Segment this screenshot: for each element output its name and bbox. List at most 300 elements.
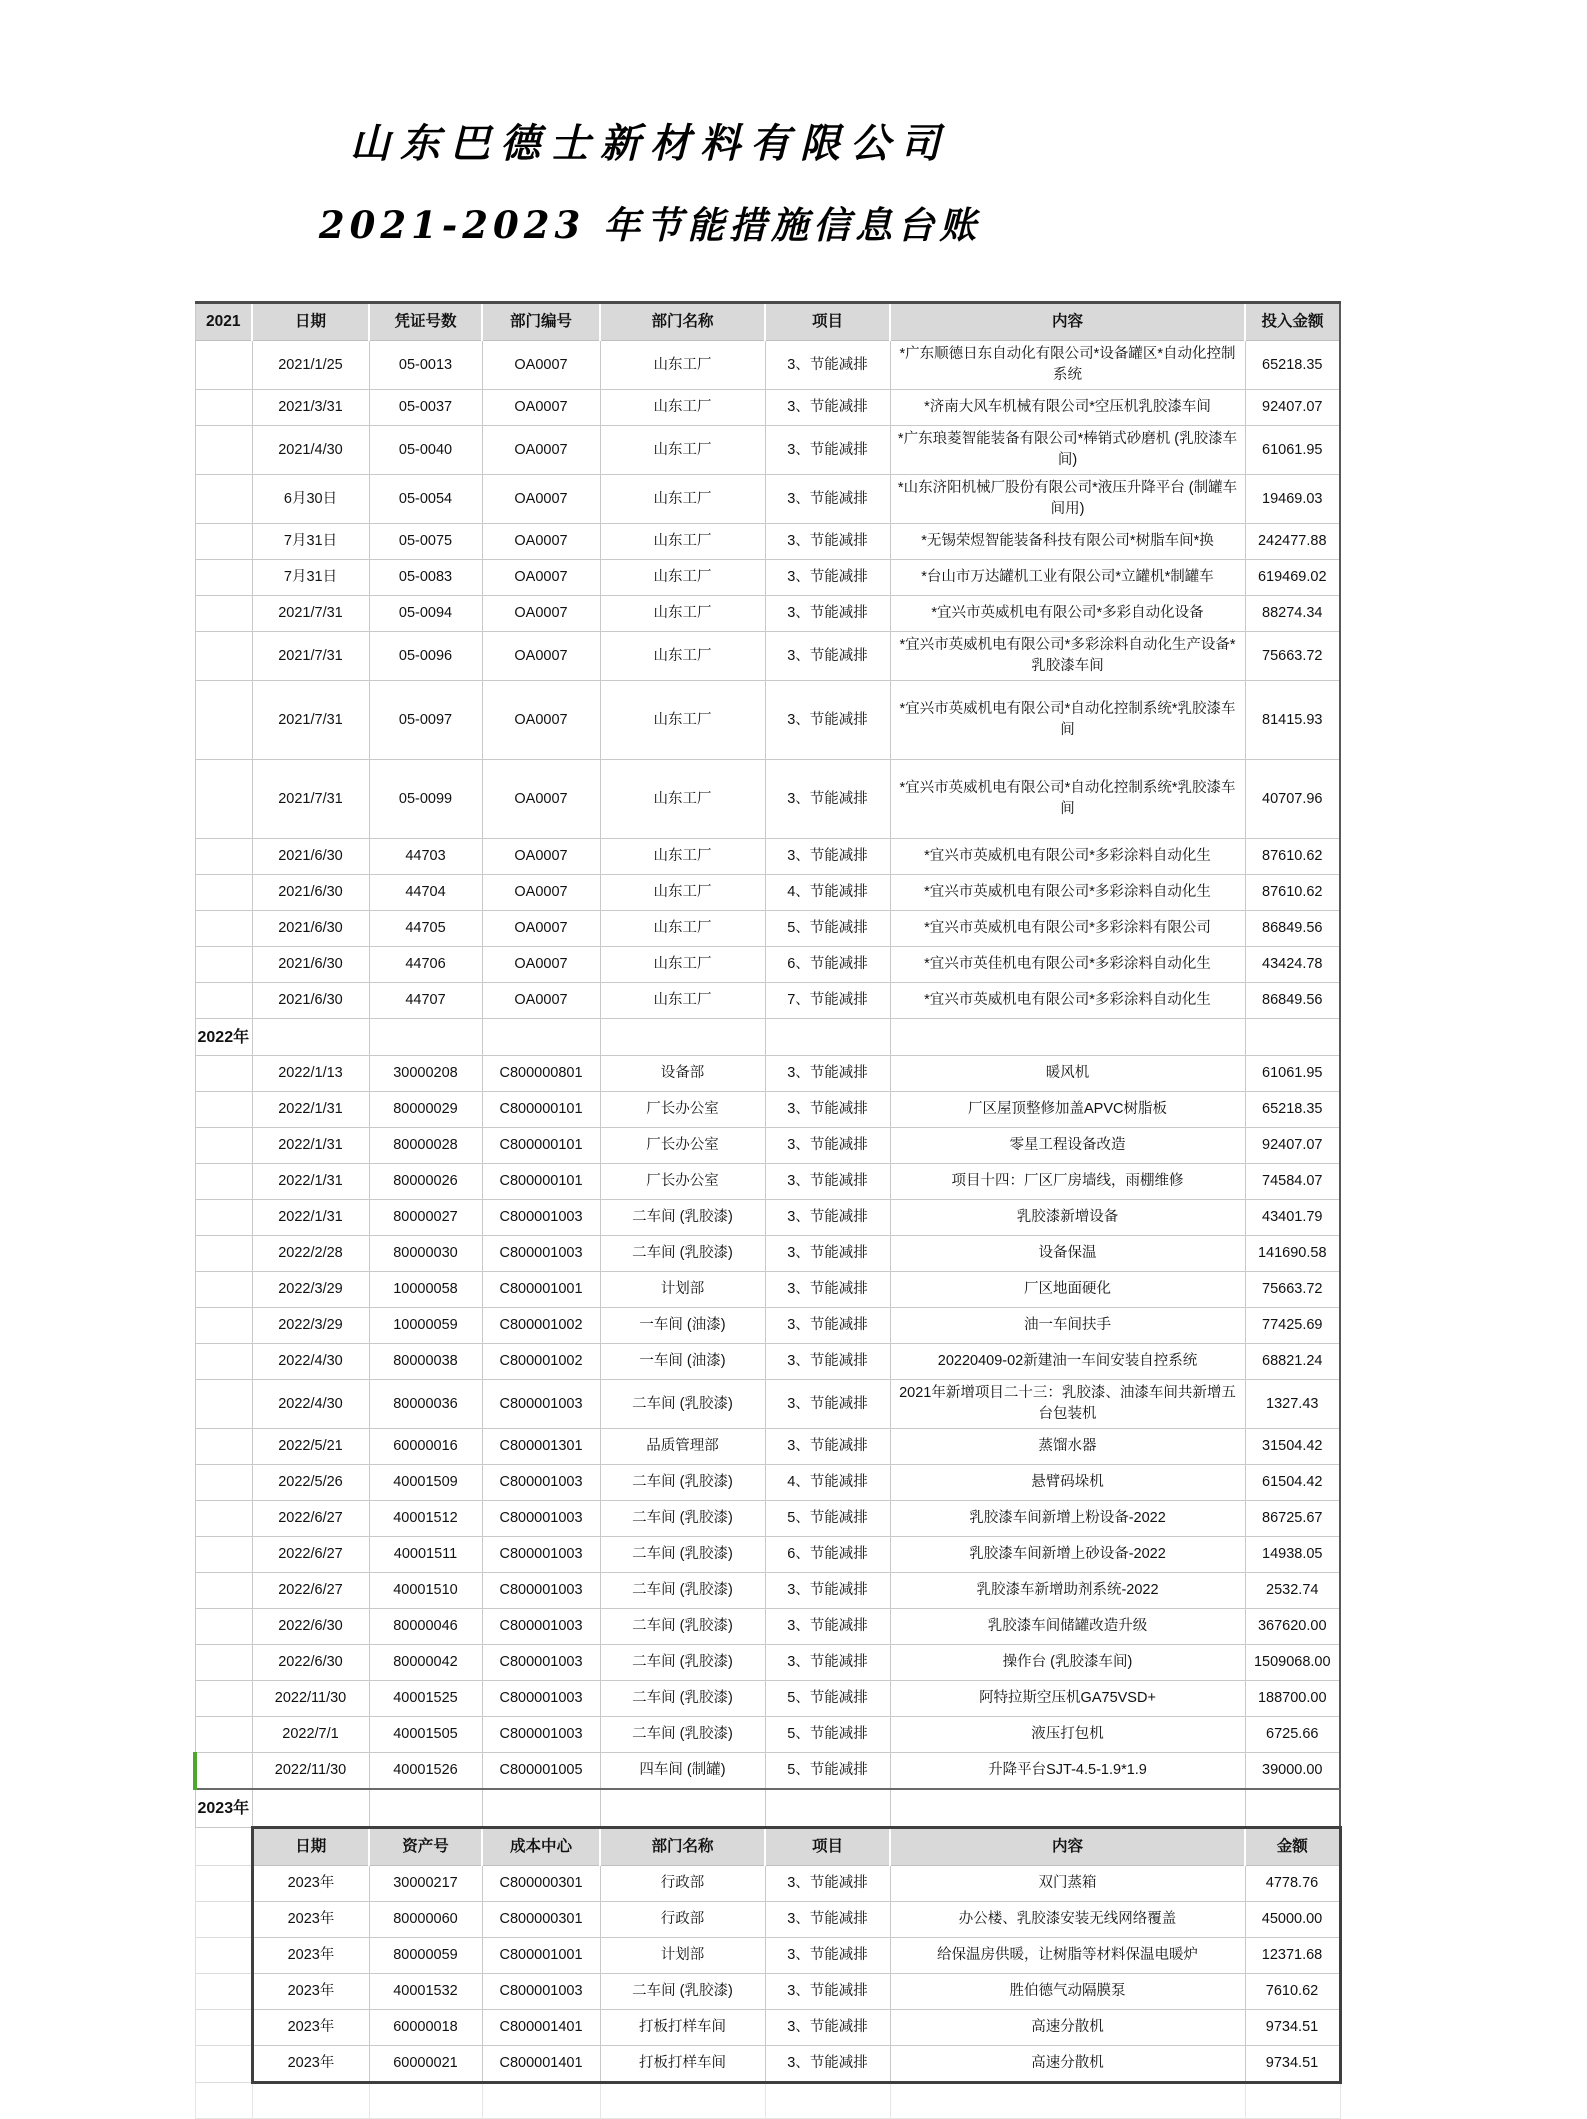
content-cell: *广东琅菱智能装备有限公司*棒销式砂磨机 (乳胶漆车间) [890, 426, 1245, 475]
year-cell [195, 1465, 252, 1501]
column-header-2: 部门编号 [482, 303, 600, 341]
table-row [195, 760, 1340, 839]
content-cell: 零星工程设备改造 [890, 1128, 1245, 1164]
table-row [195, 947, 1340, 983]
year-cell [195, 632, 252, 681]
dept-name-cell: 二车间 (乳胶漆) [600, 1380, 765, 1429]
voucher-cell: 44707 [369, 983, 482, 1019]
ghost-cell [600, 2083, 765, 2119]
column-header-2023-1: 资产号 [369, 1828, 482, 1866]
dept-name-cell: 山东工厂 [600, 760, 765, 839]
dept-code-cell: OA0007 [482, 839, 600, 875]
voucher-cell: 10000058 [369, 1272, 482, 1308]
dept-code-cell: OA0007 [482, 911, 600, 947]
project-cell: 3、节能减排 [765, 1236, 890, 1272]
voucher-cell: 44704 [369, 875, 482, 911]
year-cell [195, 1753, 252, 1790]
empty-cell [252, 1789, 369, 1828]
voucher-cell: 40001511 [369, 1537, 482, 1573]
amount-cell: 141690.58 [1245, 1236, 1340, 1272]
dept-name-cell: 山东工厂 [600, 560, 765, 596]
dept-name-cell: 山东工厂 [600, 596, 765, 632]
date-cell: 2021/6/30 [252, 875, 369, 911]
amount-cell: 75663.72 [1245, 1272, 1340, 1308]
date-cell: 2022/11/30 [252, 1681, 369, 1717]
year-cell [195, 2010, 252, 2046]
table-row [195, 596, 1340, 632]
content-cell: 乳胶漆车新增助剂系统-2022 [890, 1573, 1245, 1609]
dept-name-cell: 打板打样车间 [600, 2046, 765, 2083]
project-cell: 5、节能减排 [765, 1753, 890, 1790]
year-cell [195, 1681, 252, 1717]
column-header-2023-6: 金额 [1245, 1828, 1340, 1866]
table-row [195, 1465, 1340, 1501]
content-cell: *宜兴市英威机电有限公司*多彩涂料自动化生 [890, 839, 1245, 875]
voucher-cell: 05-0037 [369, 390, 482, 426]
project-cell: 5、节能减排 [765, 1717, 890, 1753]
voucher-cell: 60000021 [369, 2046, 482, 2083]
column-header-2023-3: 部门名称 [600, 1828, 765, 1866]
dept-code-cell: C800001401 [482, 2046, 600, 2083]
table-row [195, 1753, 1340, 1790]
dept-code-cell: C800001002 [482, 1308, 600, 1344]
dept-name-cell: 二车间 (乳胶漆) [600, 1717, 765, 1753]
date-cell: 2022/6/27 [252, 1501, 369, 1537]
amount-cell: 9734.51 [1245, 2010, 1340, 2046]
ghost-cell [890, 2083, 1245, 2119]
content-cell: 厂区地面硬化 [890, 1272, 1245, 1308]
date-cell: 2022/1/13 [252, 1056, 369, 1092]
year-cell [195, 760, 252, 839]
table-row [195, 1866, 1340, 1902]
table-row [195, 341, 1340, 390]
dept-code-cell: C800001401 [482, 2010, 600, 2046]
table-row [195, 1429, 1340, 1465]
voucher-cell: 44705 [369, 911, 482, 947]
voucher-cell: 05-0075 [369, 524, 482, 560]
content-cell: 20220409-02新建油一车间安装自控系统 [890, 1344, 1245, 1380]
year-cell [195, 1128, 252, 1164]
year-cell [195, 1609, 252, 1645]
voucher-cell: 60000018 [369, 2010, 482, 2046]
dept-code-cell: C800001301 [482, 1429, 600, 1465]
project-cell: 5、节能减排 [765, 1681, 890, 1717]
content-cell: 乳胶漆车间新增上粉设备-2022 [890, 1501, 1245, 1537]
voucher-cell: 44706 [369, 947, 482, 983]
dept-code-cell: C800001003 [482, 1200, 600, 1236]
dept-code-cell: C800000301 [482, 1902, 600, 1938]
voucher-cell: 80000030 [369, 1236, 482, 1272]
dept-name-cell: 二车间 (乳胶漆) [600, 1465, 765, 1501]
date-cell: 2021/7/31 [252, 596, 369, 632]
amount-cell: 87610.62 [1245, 875, 1340, 911]
dept-name-cell: 山东工厂 [600, 839, 765, 875]
year-label-row-2022 [195, 1019, 1340, 1056]
year-cell [195, 1344, 252, 1380]
project-cell: 3、节能减排 [765, 524, 890, 560]
content-cell: *宜兴市英威机电有限公司*多彩涂料自动化生 [890, 875, 1245, 911]
date-cell: 2021/4/30 [252, 426, 369, 475]
project-cell: 3、节能减排 [765, 1609, 890, 1645]
company-title: 山东巴德士新材料有限公司 [350, 120, 950, 167]
date-cell: 2021/6/30 [252, 947, 369, 983]
amount-cell: 86849.56 [1245, 983, 1340, 1019]
ghost-cell [1245, 2083, 1340, 2119]
year-cell [195, 2046, 252, 2083]
project-cell: 3、节能减排 [765, 2010, 890, 2046]
dept-code-cell: OA0007 [482, 875, 600, 911]
year-cell [195, 390, 252, 426]
year-label-2023: 2023年 [195, 1789, 252, 1828]
content-cell: *宜兴市英威机电有限公司*多彩涂料自动化生产设备*乳胶漆车间 [890, 632, 1245, 681]
dept-code-cell: OA0007 [482, 947, 600, 983]
voucher-cell: 40001526 [369, 1753, 482, 1790]
dept-name-cell: 计划部 [600, 1272, 765, 1308]
content-cell: 厂区屋顶整修加盖APVC树脂板 [890, 1092, 1245, 1128]
content-cell: *宜兴市英威机电有限公司*多彩涂料有限公司 [890, 911, 1245, 947]
dept-name-cell: 一车间 (油漆) [600, 1344, 765, 1380]
table-row [195, 1200, 1340, 1236]
amount-cell: 39000.00 [1245, 1753, 1340, 1790]
project-cell: 3、节能减排 [765, 632, 890, 681]
year-cell [195, 911, 252, 947]
dept-name-cell: 行政部 [600, 1902, 765, 1938]
date-cell: 2023年 [252, 1974, 369, 2010]
content-cell: *济南大风车机械有限公司*空压机乳胶漆车间 [890, 390, 1245, 426]
ghost-cell [482, 2083, 600, 2119]
voucher-cell: 80000059 [369, 1938, 482, 1974]
table-row [195, 1344, 1340, 1380]
project-cell: 3、节能减排 [765, 1380, 890, 1429]
voucher-cell: 40001532 [369, 1974, 482, 2010]
amount-cell: 74584.07 [1245, 1164, 1340, 1200]
date-cell: 2022/1/31 [252, 1200, 369, 1236]
empty-cell [890, 1019, 1245, 1056]
year-cell [195, 1501, 252, 1537]
content-cell: 高速分散机 [890, 2046, 1245, 2083]
column-header-5: 内容 [890, 303, 1245, 341]
dept-code-cell: OA0007 [482, 341, 600, 390]
dept-name-cell: 设备部 [600, 1056, 765, 1092]
empty-cell [1245, 1019, 1340, 1056]
project-cell: 3、节能减排 [765, 596, 890, 632]
year-cell [195, 1974, 252, 2010]
voucher-cell: 80000026 [369, 1164, 482, 1200]
year-cell [195, 1200, 252, 1236]
date-cell: 2022/4/30 [252, 1380, 369, 1429]
amount-cell: 619469.02 [1245, 560, 1340, 596]
content-cell: 项目十四：厂区厂房墙线，雨棚维修 [890, 1164, 1245, 1200]
content-cell: *宜兴市英威机电有限公司*多彩自动化设备 [890, 596, 1245, 632]
dept-name-cell: 山东工厂 [600, 632, 765, 681]
year-cell [195, 1938, 252, 1974]
date-cell: 2023年 [252, 1938, 369, 1974]
dept-name-cell: 二车间 (乳胶漆) [600, 1645, 765, 1681]
content-cell: 升降平台SJT-4.5-1.9*1.9 [890, 1753, 1245, 1790]
empty-cell [482, 1019, 600, 1056]
amount-cell: 40707.96 [1245, 760, 1340, 839]
dept-code-cell: C800001003 [482, 1380, 600, 1429]
voucher-cell: 40001505 [369, 1717, 482, 1753]
project-cell: 3、节能减排 [765, 1573, 890, 1609]
amount-cell: 12371.68 [1245, 1938, 1340, 1974]
dept-code-cell: C800000101 [482, 1128, 600, 1164]
content-cell: 办公楼、乳胶漆安装无线网络覆盖 [890, 1902, 1245, 1938]
amount-cell: 1327.43 [1245, 1380, 1340, 1429]
year-cell [195, 1056, 252, 1092]
column-header-0: 日期 [252, 303, 369, 341]
empty-cell [482, 1789, 600, 1828]
ghost-cell [252, 2083, 369, 2119]
dept-name-cell: 山东工厂 [600, 341, 765, 390]
date-cell: 2021/6/30 [252, 911, 369, 947]
table-row [195, 1272, 1340, 1308]
date-cell: 2021/6/30 [252, 839, 369, 875]
column-header-2023-5: 内容 [890, 1828, 1245, 1866]
voucher-cell: 30000208 [369, 1056, 482, 1092]
content-cell: 乳胶漆车间储罐改造升级 [890, 1609, 1245, 1645]
voucher-cell: 80000027 [369, 1200, 482, 1236]
content-cell: *山东济阳机械厂股份有限公司*液压升降平台 (制罐车间用) [890, 475, 1245, 524]
date-cell: 2022/5/26 [252, 1465, 369, 1501]
voucher-cell: 10000059 [369, 1308, 482, 1344]
year-header-cell: 2021 [195, 303, 252, 341]
content-cell: 2021年新增项目二十三：乳胶漆、油漆车间共新增五台包装机 [890, 1380, 1245, 1429]
dept-code-cell: OA0007 [482, 524, 600, 560]
amount-cell: 87610.62 [1245, 839, 1340, 875]
date-cell: 7月31日 [252, 524, 369, 560]
table-row [195, 1681, 1340, 1717]
amount-cell: 242477.88 [1245, 524, 1340, 560]
empty-cell [1245, 1789, 1340, 1828]
content-cell: 乳胶漆车间新增上砂设备-2022 [890, 1537, 1245, 1573]
year-cell [195, 475, 252, 524]
amount-cell: 65218.35 [1245, 1092, 1340, 1128]
dept-code-cell: OA0007 [482, 596, 600, 632]
amount-cell: 61061.95 [1245, 1056, 1340, 1092]
voucher-cell: 80000038 [369, 1344, 482, 1380]
amount-cell: 1509068.00 [1245, 1645, 1340, 1681]
year-cell [195, 1429, 252, 1465]
amount-cell: 367620.00 [1245, 1609, 1340, 1645]
dept-code-cell: C800001003 [482, 1681, 600, 1717]
dept-code-cell: C800001003 [482, 1717, 600, 1753]
dept-name-cell: 二车间 (乳胶漆) [600, 1974, 765, 2010]
table-row [195, 911, 1340, 947]
date-cell: 2022/3/29 [252, 1272, 369, 1308]
content-cell: 操作台 (乳胶漆车间) [890, 1645, 1245, 1681]
table-row [195, 1092, 1340, 1128]
project-cell: 4、节能减排 [765, 1465, 890, 1501]
year-cell [195, 1828, 252, 1866]
year-cell [195, 426, 252, 475]
table-row [195, 1056, 1340, 1092]
amount-cell: 68821.24 [1245, 1344, 1340, 1380]
document-header [0, 112, 1300, 249]
project-cell: 3、节能减排 [765, 1902, 890, 1938]
date-cell: 2022/2/28 [252, 1236, 369, 1272]
content-cell: 高速分散机 [890, 2010, 1245, 2046]
dept-name-cell: 山东工厂 [600, 875, 765, 911]
dept-code-cell: C800000801 [482, 1056, 600, 1092]
content-cell: 设备保温 [890, 1236, 1245, 1272]
amount-cell: 88274.34 [1245, 596, 1340, 632]
table-row [195, 1308, 1340, 1344]
date-cell: 2023年 [252, 2010, 369, 2046]
date-cell: 2022/11/30 [252, 1753, 369, 1790]
date-cell: 2023年 [252, 1902, 369, 1938]
doc-subtitle: 2021-2023 年节能措施信息台账 [318, 203, 982, 247]
content-cell: *宜兴市英佳机电有限公司*多彩涂料自动化生 [890, 947, 1245, 983]
dept-name-cell: 厂长办公室 [600, 1164, 765, 1200]
dept-name-cell: 二车间 (乳胶漆) [600, 1200, 765, 1236]
column-header-1: 凭证号数 [369, 303, 482, 341]
dept-name-cell: 二车间 (乳胶漆) [600, 1573, 765, 1609]
dept-code-cell: C800001003 [482, 1537, 600, 1573]
empty-cell [369, 1019, 482, 1056]
project-cell: 3、节能减排 [765, 2046, 890, 2083]
project-cell: 3、节能减排 [765, 1308, 890, 1344]
dept-code-cell: C800001003 [482, 1236, 600, 1272]
date-cell: 2021/1/25 [252, 341, 369, 390]
year-cell [195, 1092, 252, 1128]
table-row [195, 1501, 1340, 1537]
table-row [195, 1902, 1340, 1938]
project-cell: 3、节能减排 [765, 1344, 890, 1380]
table-row [195, 1164, 1340, 1200]
amount-cell: 19469.03 [1245, 475, 1340, 524]
content-cell: 蒸馏水器 [890, 1429, 1245, 1465]
date-cell: 2022/6/27 [252, 1537, 369, 1573]
date-cell: 2022/6/27 [252, 1573, 369, 1609]
date-cell: 2022/5/21 [252, 1429, 369, 1465]
dept-name-cell: 二车间 (乳胶漆) [600, 1537, 765, 1573]
project-cell: 3、节能减排 [765, 1272, 890, 1308]
content-cell: *宜兴市英威机电有限公司*自动化控制系统*乳胶漆车间 [890, 760, 1245, 839]
year-cell [195, 1866, 252, 1902]
voucher-cell: 05-0096 [369, 632, 482, 681]
content-cell: 液压打包机 [890, 1717, 1245, 1753]
dept-name-cell: 二车间 (乳胶漆) [600, 1236, 765, 1272]
amount-cell: 45000.00 [1245, 1902, 1340, 1938]
dept-code-cell: C800001003 [482, 1974, 600, 2010]
dept-name-cell: 山东工厂 [600, 947, 765, 983]
year-cell [195, 1573, 252, 1609]
dept-name-cell: 厂长办公室 [600, 1128, 765, 1164]
date-cell: 2021/6/30 [252, 983, 369, 1019]
column-header-2023-0: 日期 [252, 1828, 369, 1866]
table-row [195, 1717, 1340, 1753]
content-cell: 阿特拉斯空压机GA75VSD+ [890, 1681, 1245, 1717]
table-row [195, 1974, 1340, 2010]
year-cell [195, 1380, 252, 1429]
voucher-cell: 05-0099 [369, 760, 482, 839]
year-cell [195, 1308, 252, 1344]
dept-code-cell: OA0007 [482, 681, 600, 760]
dept-code-cell: C800001002 [482, 1344, 600, 1380]
column-header-6: 投入金额 [1245, 303, 1340, 341]
table-row [195, 875, 1340, 911]
voucher-cell: 60000016 [369, 1429, 482, 1465]
column-header-2023-4: 项目 [765, 1828, 890, 1866]
dept-code-cell: C800000101 [482, 1092, 600, 1128]
amount-cell: 61504.42 [1245, 1465, 1340, 1501]
empty-cell [369, 1789, 482, 1828]
date-cell: 2022/1/31 [252, 1092, 369, 1128]
project-cell: 3、节能减排 [765, 1866, 890, 1902]
table-row [195, 560, 1340, 596]
project-cell: 4、节能减排 [765, 875, 890, 911]
ghost-row [195, 2083, 1340, 2119]
date-cell: 2023年 [252, 2046, 369, 2083]
amount-cell: 4778.76 [1245, 1866, 1340, 1902]
date-cell: 2022/6/30 [252, 1645, 369, 1681]
voucher-cell: 05-0097 [369, 681, 482, 760]
voucher-cell: 40001525 [369, 1681, 482, 1717]
voucher-cell: 40001510 [369, 1573, 482, 1609]
amount-cell: 43424.78 [1245, 947, 1340, 983]
dept-code-cell: C800001001 [482, 1272, 600, 1308]
amount-cell: 14938.05 [1245, 1537, 1340, 1573]
project-cell: 3、节能减排 [765, 1429, 890, 1465]
dept-code-cell: C800000301 [482, 1866, 600, 1902]
amount-cell: 86849.56 [1245, 911, 1340, 947]
content-cell: *台山市万达罐机工业有限公司*立罐机*制罐车 [890, 560, 1245, 596]
voucher-cell: 30000217 [369, 1866, 482, 1902]
voucher-cell: 80000042 [369, 1645, 482, 1681]
dept-code-cell: OA0007 [482, 760, 600, 839]
content-cell: 油一车间扶手 [890, 1308, 1245, 1344]
dept-name-cell: 一车间 (油漆) [600, 1308, 765, 1344]
header-row-2023 [195, 1828, 1340, 1866]
amount-cell: 92407.07 [1245, 390, 1340, 426]
project-cell: 3、节能减排 [765, 1092, 890, 1128]
voucher-cell: 40001512 [369, 1501, 482, 1537]
date-cell: 2021/7/31 [252, 632, 369, 681]
year-cell [195, 560, 252, 596]
date-cell: 2023年 [252, 1866, 369, 1902]
table-row [195, 1938, 1340, 1974]
table-row [195, 2046, 1340, 2083]
year-cell [195, 596, 252, 632]
dept-code-cell: C800001003 [482, 1465, 600, 1501]
content-cell: *广东顺德日东自动化有限公司*设备罐区*自动化控制系统 [890, 341, 1245, 390]
content-cell: 给保温房供暖，让树脂等材料保温电暖炉 [890, 1938, 1245, 1974]
date-cell: 2022/6/30 [252, 1609, 369, 1645]
column-header-4: 项目 [765, 303, 890, 341]
content-cell: 胜伯德气动隔膜泵 [890, 1974, 1245, 2010]
amount-cell: 61061.95 [1245, 426, 1340, 475]
amount-cell: 6725.66 [1245, 1717, 1340, 1753]
amount-cell: 2532.74 [1245, 1573, 1340, 1609]
voucher-cell: 05-0083 [369, 560, 482, 596]
table-row [195, 681, 1340, 760]
content-cell: 悬臂码垛机 [890, 1465, 1245, 1501]
dept-name-cell: 山东工厂 [600, 475, 765, 524]
project-cell: 3、节能减排 [765, 1200, 890, 1236]
dept-code-cell: OA0007 [482, 475, 600, 524]
year-label-row-2023 [195, 1789, 1340, 1828]
content-cell: 乳胶漆新增设备 [890, 1200, 1245, 1236]
dept-name-cell: 二车间 (乳胶漆) [600, 1609, 765, 1645]
project-cell: 7、节能减排 [765, 983, 890, 1019]
year-cell [195, 1272, 252, 1308]
dept-code-cell: C800001003 [482, 1501, 600, 1537]
content-cell: 双门蒸箱 [890, 1866, 1245, 1902]
date-cell: 6月30日 [252, 475, 369, 524]
header-row-2021 [195, 303, 1340, 341]
year-cell [195, 1236, 252, 1272]
